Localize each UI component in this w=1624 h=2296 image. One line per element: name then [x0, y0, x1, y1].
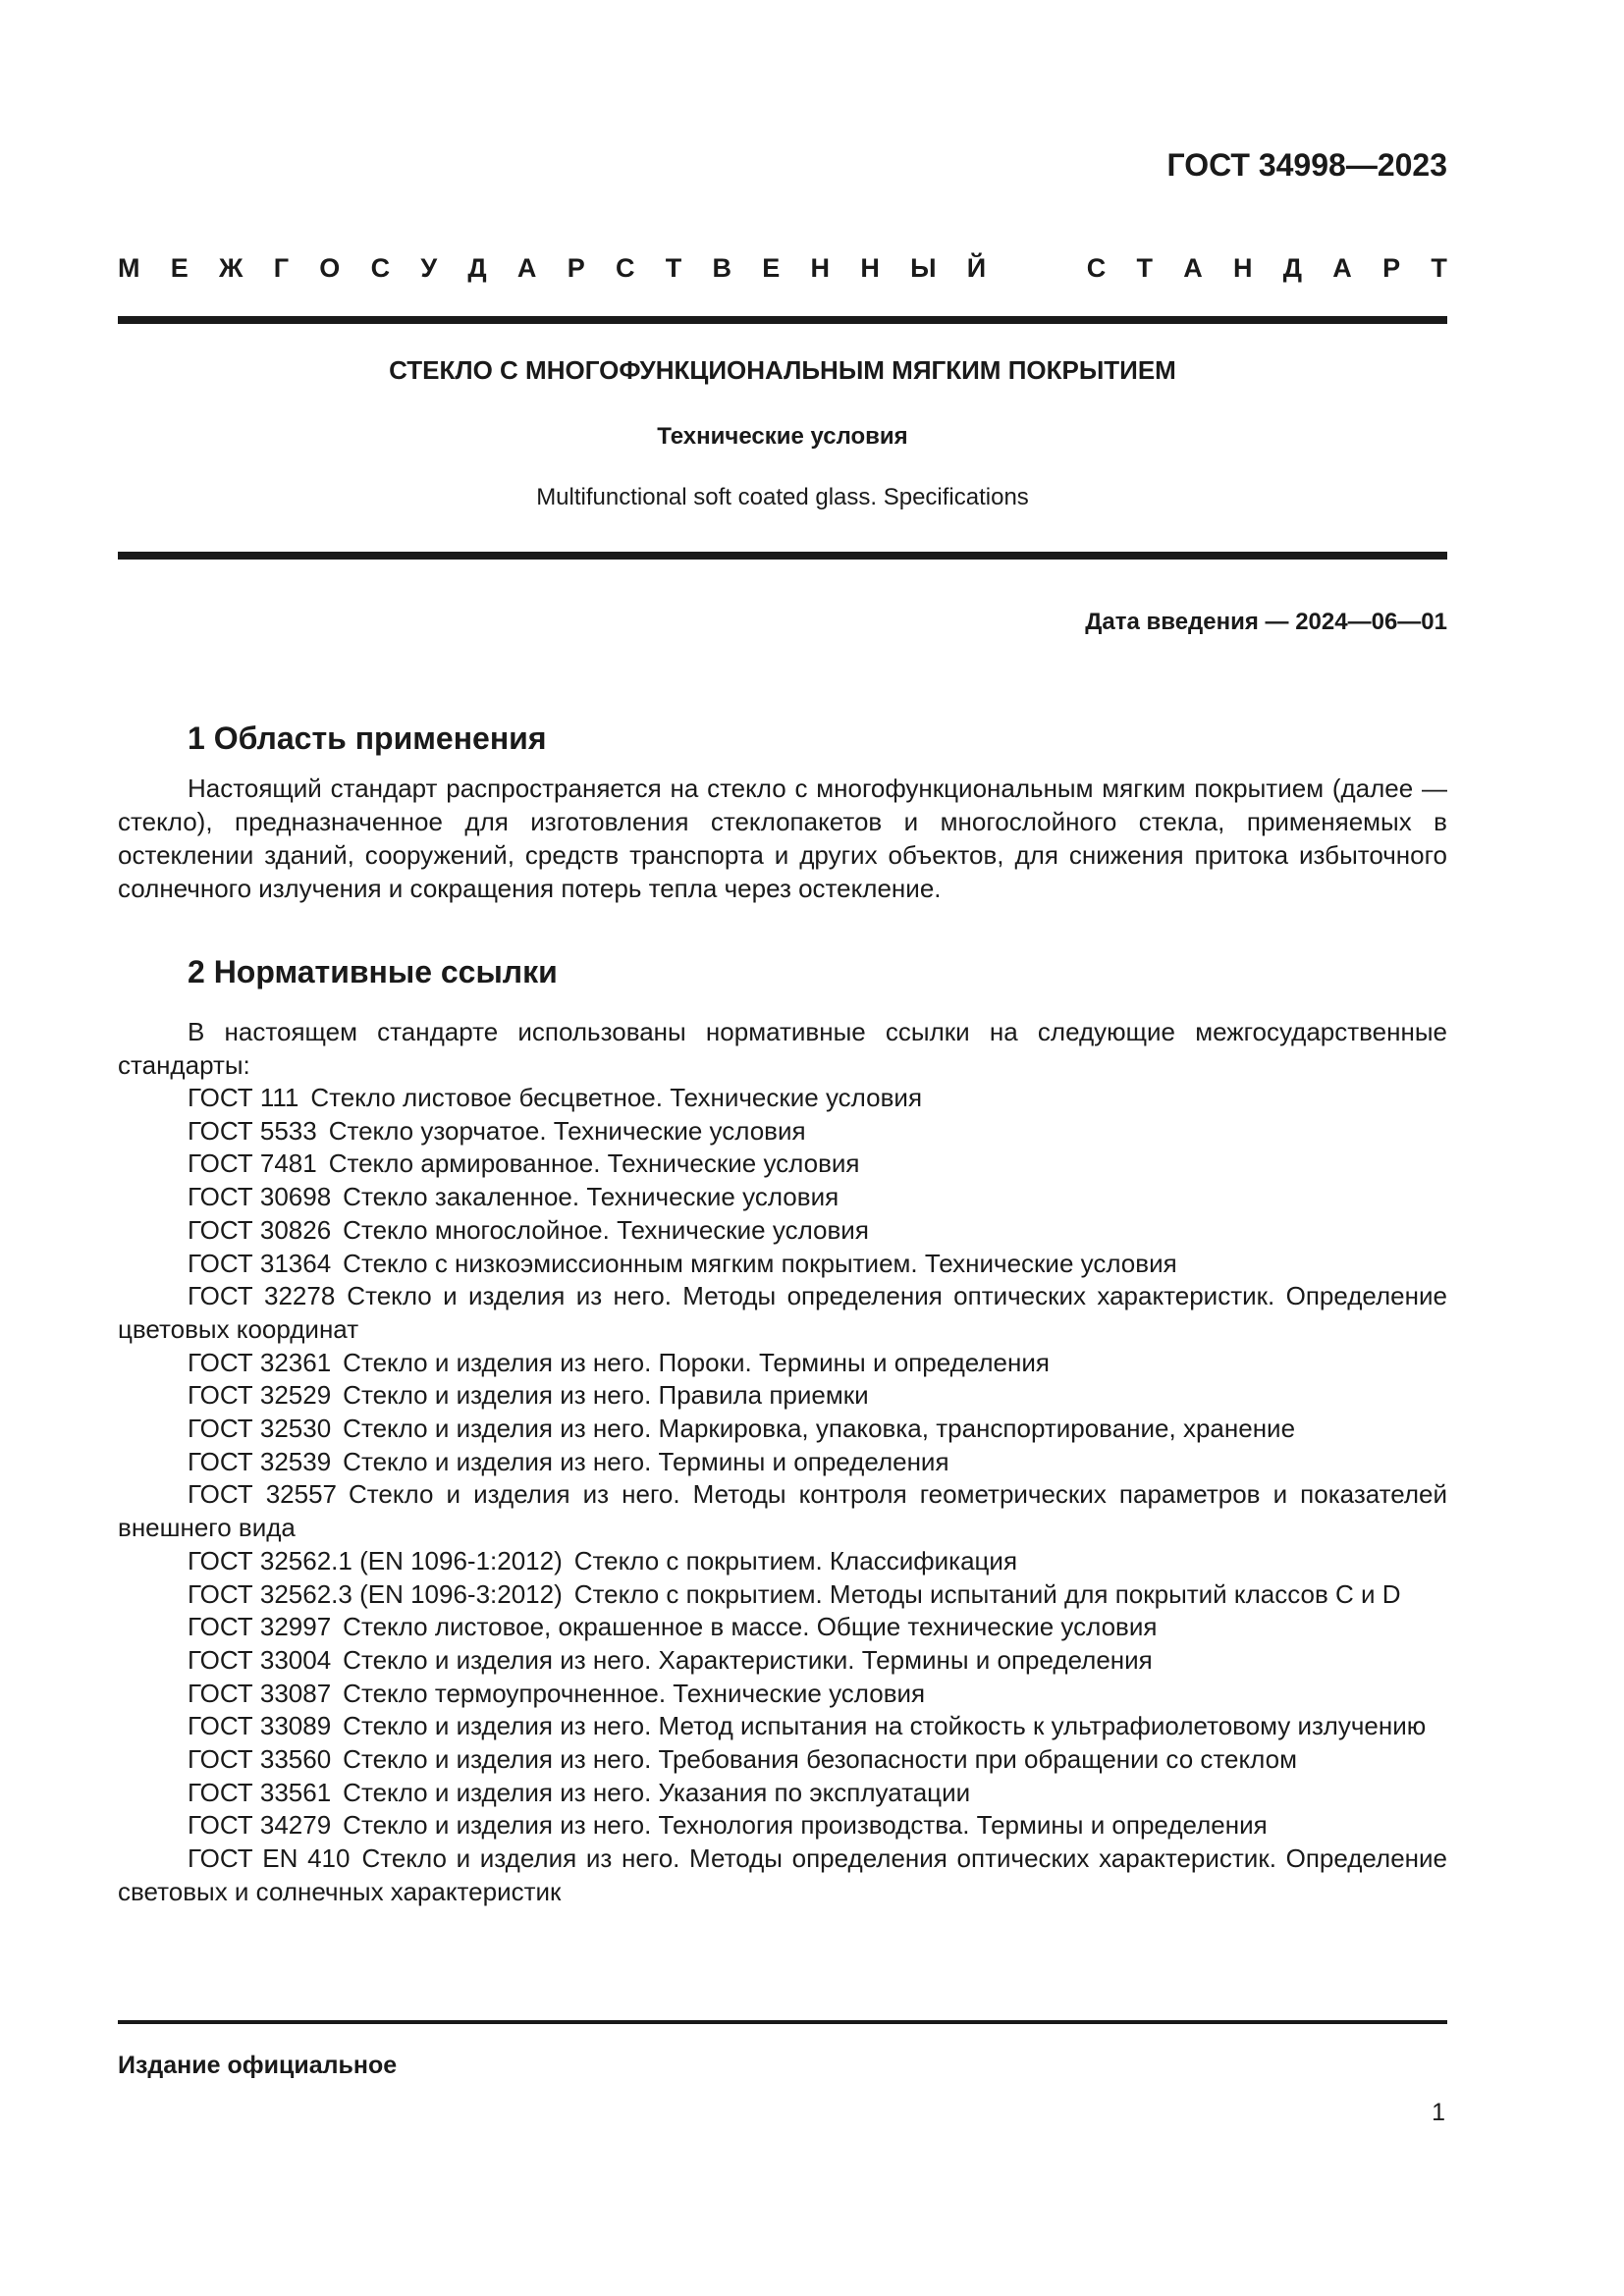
reference-code: ГОСТ EN 410 [188, 1843, 351, 1874]
reference-code: ГОСТ 32530 [188, 1414, 332, 1444]
banner-letter: А [516, 253, 537, 283]
reference-title: Стекло и изделия из него. Маркировка, упаковка, транспортирование, хранение [343, 1414, 1296, 1444]
reference-item [118, 1578, 1447, 1612]
reference-title: Стекло с низкоэмиссионным мягким покрытием. Технические условия [343, 1248, 1177, 1278]
reference-code: ГОСТ 32278 [188, 1281, 336, 1311]
banner-letter: С [615, 253, 635, 283]
reference-item [118, 1248, 1447, 1281]
scope-paragraph: Настоящий стандарт распространяется на стекло с многофункциональным мягким покрытием (далее — стекло), предназначенное для изготовления стеклопакетов и многослойного стекла, применяемых в остеклении зданий, сооружений, средств транспорта и других объектов, для снижения притока избыточного солнечного излучения и сокращения потерь тепла через остекление. [118, 774, 1447, 903]
reference-code: ГОСТ 32562.1 (EN 1096-1:2012) [188, 1545, 563, 1575]
banner-letter: Н [860, 253, 880, 283]
reference-code: ГОСТ 31364 [188, 1248, 332, 1278]
section-heading-normative-references: 2 Нормативные ссылки [188, 954, 558, 989]
reference-item [118, 1809, 1447, 1842]
reference-item [118, 1413, 1447, 1446]
official-edition-label: Издание официальное [118, 2052, 398, 2079]
banner-letter: Р [567, 253, 585, 283]
reference-item [118, 1214, 1447, 1248]
reference-title: Стекло с покрытием. Классификация [573, 1545, 1018, 1575]
reference-item [118, 1545, 1447, 1578]
reference-item [118, 1446, 1447, 1479]
reference-title: Стекло и изделия из него. Указания по эксплуатации [343, 1777, 971, 1807]
footer-divider [118, 2020, 1447, 2024]
reference-title: Стекло и изделия из него. Характеристики. Термины и определения [343, 1644, 1153, 1675]
reference-title: Стекло и изделия из него. Требования безопасности при обращении со стеклом [343, 1744, 1297, 1775]
banner-letter: Т [665, 253, 682, 283]
reference-code: ГОСТ 32361 [188, 1347, 332, 1377]
reference-code: ГОСТ 5533 [188, 1115, 317, 1146]
banner-letter: Ы [910, 253, 937, 283]
reference-item [118, 1611, 1447, 1644]
reference-code: ГОСТ 32997 [188, 1612, 332, 1642]
banner-letter: С [1086, 253, 1107, 283]
reference-code: ГОСТ 34279 [188, 1810, 332, 1841]
reference-code: ГОСТ 33087 [188, 1678, 332, 1708]
reference-code: ГОСТ 111 [188, 1083, 299, 1112]
reference-item [118, 1280, 1447, 1346]
banner-letter: С [370, 253, 391, 283]
reference-title: Стекло листовое, окрашенное в массе. Общие технические условия [343, 1612, 1158, 1642]
banner-letter: Е [170, 253, 189, 283]
reference-title: Стекло и изделия из него. Методы определения оптических характеристик. Определение цветовых координат [118, 1281, 1447, 1344]
reference-title: Стекло многослойное. Технические условия [343, 1214, 869, 1245]
references-intro-paragraph: В настоящем стандарте использованы нормативные ссылки на следующие межгосударственные стандарты: [118, 1017, 1447, 1080]
banner-letter: М [118, 253, 140, 283]
banner-letter: А [1183, 253, 1203, 283]
reference-code: ГОСТ 32562.3 (EN 1096-3:2012) [188, 1578, 563, 1609]
reference-code: ГОСТ 32529 [188, 1380, 332, 1411]
reference-title: Стекло армированное. Технические условия [328, 1148, 860, 1179]
top-divider [118, 316, 1447, 324]
banner-letter: Е [762, 253, 781, 283]
reference-code: ГОСТ 33089 [188, 1711, 332, 1741]
document-title: СТЕКЛО С МНОГОФУНКЦИОНАЛЬНЫМ МЯГКИМ ПОКРЫТИЕМ [389, 355, 1176, 385]
reference-item [118, 1842, 1447, 1908]
reference-code: ГОСТ 33561 [188, 1777, 332, 1807]
reference-code: ГОСТ 7481 [188, 1148, 317, 1179]
reference-item [118, 1678, 1447, 1711]
reference-title: Стекло и изделия из него. Методы контроля геометрических параметров и показателей внешнего вида [118, 1479, 1447, 1543]
banner-letter: Ж [219, 253, 244, 283]
english-title: Multifunctional soft coated glass. Specifications [536, 484, 1029, 510]
interstate-standard-banner [118, 253, 1447, 284]
banner-letter: Т [1431, 253, 1447, 283]
reference-item [118, 1148, 1447, 1181]
banner-letter: Й [966, 253, 987, 283]
banner-word-gap [1016, 253, 1056, 284]
reference-code: ГОСТ 32539 [188, 1446, 332, 1476]
reference-code: ГОСТ 32557 [188, 1479, 338, 1510]
reference-title: Стекло с покрытием. Методы испытаний для покрытий классов C и D [573, 1578, 1401, 1609]
banner-letter: Д [1282, 253, 1303, 283]
reference-title: Стекло закаленное. Технические условия [343, 1182, 839, 1212]
introduction-date: Дата введения — 2024—06—01 [1085, 609, 1447, 635]
banner-letter: А [1332, 253, 1352, 283]
banner-letter: О [319, 253, 341, 283]
reference-item [118, 1777, 1447, 1810]
banner-letter: Г [273, 253, 290, 283]
reference-item [118, 1710, 1447, 1743]
standard-number: ГОСТ 34998—2023 [1166, 147, 1447, 183]
banner-letter: Р [1382, 253, 1401, 283]
reference-item [118, 1478, 1447, 1544]
document-subtitle: Технические условия [657, 423, 908, 450]
reference-title: Стекло термоупрочненное. Технические условия [343, 1678, 926, 1708]
reference-title: Стекло и изделия из него. Метод испытания на стойкость к ультрафиолетовому излучению [343, 1711, 1427, 1741]
reference-code: ГОСТ 33004 [188, 1644, 332, 1675]
banner-letter: Д [467, 253, 487, 283]
reference-item [118, 1347, 1447, 1380]
banner-letter: В [712, 253, 731, 283]
reference-title: Стекло и изделия из него. Правила приемки [343, 1380, 869, 1411]
reference-title: Стекло узорчатое. Технические условия [328, 1115, 806, 1146]
reference-code: ГОСТ 33560 [188, 1744, 332, 1775]
reference-title: Стекло и изделия из него. Пороки. Термины и определения [343, 1347, 1050, 1377]
reference-title: Стекло и изделия из него. Технология производства. Термины и определения [343, 1810, 1268, 1841]
banner-letter: Н [810, 253, 831, 283]
reference-title: Стекло и изделия из него. Термины и определения [343, 1446, 949, 1476]
normative-references-list [118, 1082, 1447, 1909]
reference-title: Стекло и изделия из него. Методы определения оптических характеристик. Определение световых и солнечных характеристик [118, 1843, 1447, 1906]
section-heading-scope: 1 Область применения [188, 721, 547, 756]
page-number: 1 [1432, 2099, 1445, 2126]
reference-code: ГОСТ 30698 [188, 1182, 332, 1212]
title-divider [118, 552, 1447, 560]
reference-item [118, 1644, 1447, 1678]
reference-item [118, 1379, 1447, 1413]
banner-letter: Н [1233, 253, 1253, 283]
reference-code: ГОСТ 30826 [188, 1214, 332, 1245]
banner-letter: У [420, 253, 438, 283]
reference-item [118, 1743, 1447, 1777]
reference-item [118, 1181, 1447, 1214]
reference-title: Стекло листовое бесцветное. Технические условия [310, 1083, 923, 1112]
reference-item [118, 1082, 1447, 1115]
banner-letter: Т [1136, 253, 1153, 283]
reference-item [118, 1115, 1447, 1148]
